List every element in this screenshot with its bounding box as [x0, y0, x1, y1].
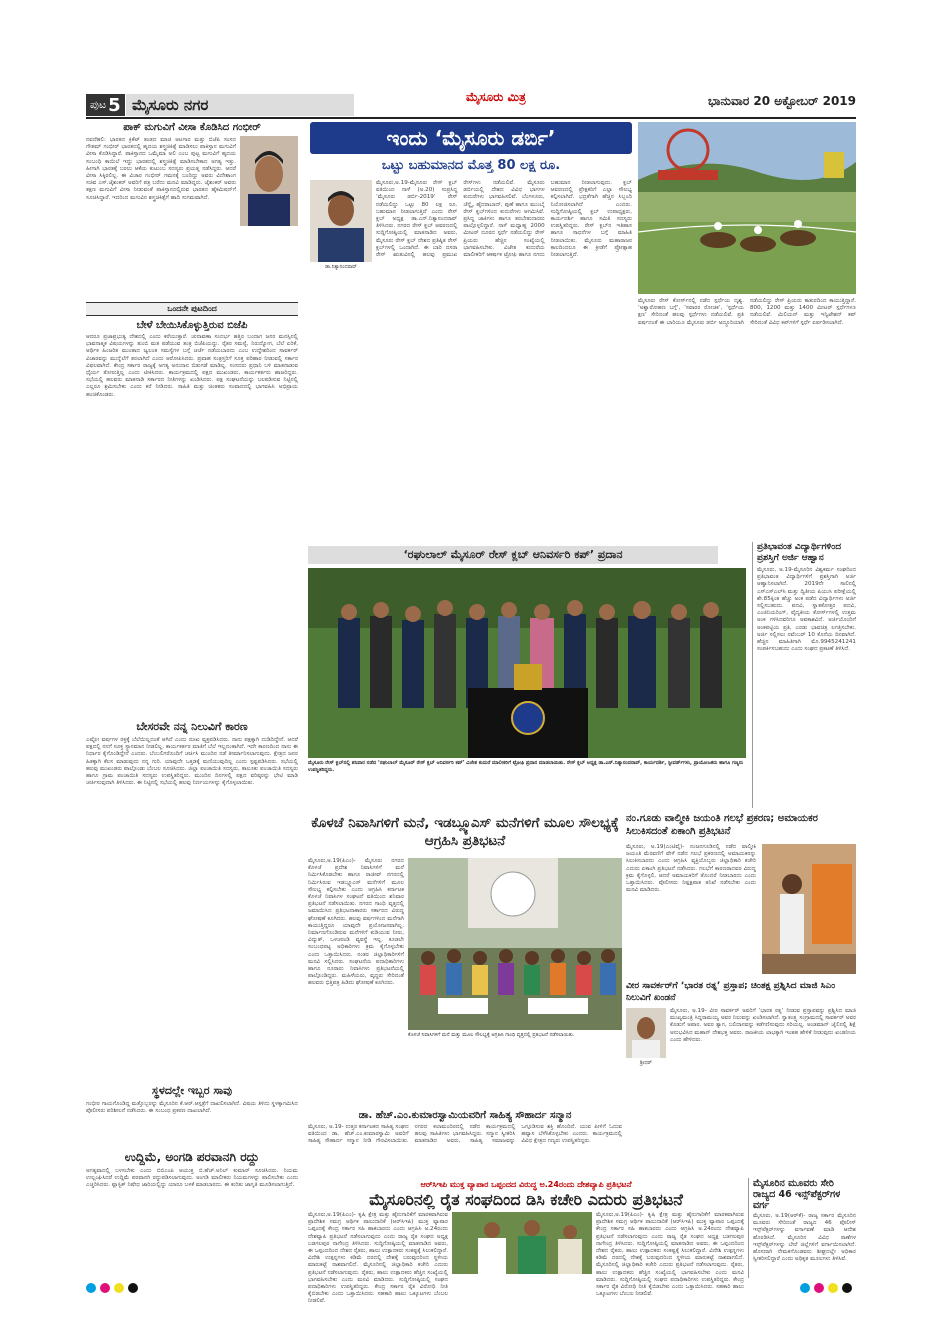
protest-photo [408, 858, 622, 1030]
article-body: ಮೈಸೂರು, ಅ.19(ಆರ್‌ಕೆ)- ರಾಜ್ಯ ಸರ್ಕಾರ ಮೈಸೂರಿನ ಮೂವರು ಸೇರಿದಂತೆ ರಾಜ್ಯದ 46 ಪೊಲೀಸ್ ಇನ್ಸ್‌ಪೆಕ್ಟರ್‌ಗಳನ್ನು ವರ್ಗಾವಣೆ ಮಾಡಿ ಆದೇಶ ಹೊರಡಿಸಿದೆ. ಮೈಸೂರಿನ ವಿವಿಧ ಠಾಣೆಗಳ ಇನ್ಸ್‌ಪೆಕ್ಟರ್‌ಗಳನ್ನು ಬೇರೆ ಜಿಲ್ಲೆಗಳಿಗೆ ವರ್ಗಾಯಿಸಲಾಗಿದೆ. ಹೊಸದಾಗಿ ನೇಮಕಗೊಂಡವರು ಶೀಘ್ರದಲ್ಲೇ ಅಧಿಕಾರ ಸ್ವೀಕರಿಸಲಿದ್ದಾರೆ ಎಂದು ಅಧಿಕೃತ ಮೂಲಗಳು ತಿಳಿಸಿವೆ. [753, 1213, 856, 1263]
header-rule [86, 117, 856, 119]
article-besarave [86, 720, 298, 1080]
newspaper-page [86, 88, 856, 1305]
article-derby [308, 122, 856, 542]
article-moovaru [748, 1178, 856, 1278]
article-kolachi [308, 814, 622, 1108]
page-number-box [86, 94, 125, 116]
article-body: ಮೈಸೂರು,ಅ.19(ಪಿಎಂ)- ಮೈಸೂರು ನಗರದ ಕೊಳಚೆ ಪ್ರದೇಶ ನಿವಾಸಿಗಳಿಗೆ ಮನೆ ನಿರ್ಮಿಸಿಕೊಡಬೇಕು ಹಾಗೂ ರಾಜೀವ್ ನಗರದಲ್ಲಿ ನಿರ್ಮಿಸಿರುವ ಇಡಬ್ಲ್ಯೂಎಸ್ ಮನೆಗಳಿಗೆ ಮೂಲ ಸೌಲಭ್ಯ ಕಲ್ಪಿಸಬೇಕು ಎಂದು ಆಗ್ರಹಿಸಿ ಕರ್ನಾಟಕ ಕೊಳಚೆ ನಿವಾಸಿಗಳ ಸಂಘಟನೆ ವತಿಯಿಂದ ಶನಿವಾರ ಪ್ರತಿಭಟನೆ ನಡೆಸಲಾಯಿತು. ನಗರದ ಗಾಂಧಿ ವೃತ್ತದಲ್ಲಿ ಜಮಾಯಿಸಿದ ಪ್ರತಿಭಟನಾಕಾರರು ಸರ್ಕಾರದ ವಿರುದ್ಧ ಘೋಷಣೆ ಕೂಗಿದರು. ಹಲವು ವರ್ಷಗಳಿಂದ ಮನೆಗಾಗಿ ಕಾಯುತ್ತಿದ್ದರೂ ಯಾವುದೇ ಪ್ರಯೋಜನವಾಗಿಲ್ಲ. ನಿರ್ಮಾಣಗೊಂಡಿರುವ ಮನೆಗಳಿಗೆ ಕುಡಿಯುವ ನೀರು, ವಿದ್ಯುತ್, ಒಳಚರಂಡಿ ವ್ಯವಸ್ಥೆ ಇಲ್ಲ. ಕೂಡಲೇ ಸಂಬಂಧಪಟ್ಟ ಅಧಿಕಾರಿಗಳು ಕ್ರಮ ಕೈಗೊಳ್ಳಬೇಕು ಎಂದು ಒತ್ತಾಯಿಸಿದರು. ನಂತರ ಜಿಲ್ಲಾಧಿಕಾರಿಗಳಿಗೆ ಮನವಿ ಸಲ್ಲಿಸಿದರು. ಸಂಘಟನೆಯ ಪದಾಧಿಕಾರಿಗಳು ಹಾಗೂ ನೂರಾರು ನಿವಾಸಿಗಳು ಪ್ರತಿಭಟನೆಯಲ್ಲಿ ಪಾಲ್ಗೊಂಡಿದ್ದರು. ಮಹಿಳೆಯರು, ವೃದ್ಧರು ಸೇರಿದಂತೆ ಹಲವರು ಭಿತ್ತಿಪತ್ರ ಹಿಡಿದು ಘೋಷಣೆ ಕೂಗಿದರು. [308, 858, 404, 987]
article-title: ಪಾಕ್ ಮಗುವಿಗೆ ವೀಸಾ ಕೊಡಿಸಿದ ಗಂಭೀರ್ [123, 122, 261, 133]
article-bjp [86, 320, 298, 718]
article-accident [86, 1084, 298, 1148]
valmiki-photo [762, 844, 856, 974]
article-body: ಎಷ್ಟೋ ವರ್ಷಗಳ ರಕ್ತಕ್ಕೆ ಬೆಲೆಯಿಲ್ಲದಂತೆ ಆಗಿದೆ ಎಂದು ದುಃಖ ವ್ಯಕ್ತಪಡಿಸಿದರು. ನಾನು ಪಕ್ಷಕ್ಕಾಗಿ ದುಡಿದಿದ್ದೇನೆ. ಆದರೆ ಪಕ್ಷದಲ್ಲಿ ನನಗೆ ಸೂಕ್ತ ಸ್ಥಾನಮಾನ ನೀಡಲಿಲ್ಲ. ಕಾರ್ಯಕರ್ತರ ಮಾತಿಗೆ ಬೆಲೆ ಇಲ್ಲದಂತಾಗಿದೆ. ಇದೇ ಕಾರಣದಿಂದ ನಾನು ಈ ನಿರ್ಧಾರ ಕೈಗೊಂಡಿದ್ದೇನೆ ಎಂದರು. ಬೆಂಬಲಿಗರೊಂದಿಗೆ ಚರ್ಚಿಸಿ ಮುಂದಿನ ನಡೆ ತೀರ್ಮಾನಿಸಲಾಗುವುದು. ಕ್ಷೇತ್ರದ ಜನರ ಹಿತಕ್ಕಾಗಿ ಕೆಲಸ ಮಾಡುವುದು ನನ್ನ ಗುರಿ. ಯಾವುದೇ ಒತ್ತಡಕ್ಕೆ ಮಣಿಯುವುದಿಲ್ಲ ಎಂದು ಸ್ಪಷ್ಟಪಡಿಸಿದರು. ಸಭೆಯಲ್ಲಿ ಹಲವು ಮುಖಂಡರು ಪಾಲ್ಗೊಂಡು ಬೆಂಬಲ ಸೂಚಿಸಿದರು. ಜಿಲ್ಲಾ ಪಂಚಾಯಿತಿ ಸದಸ್ಯರು, ತಾಲೂಕು ಪಂಚಾಯಿತಿ ಸದಸ್ಯರು ಹಾಗೂ ಗ್ರಾಮ ಪಂಚಾಯಿತಿ ಸದಸ್ಯರು ಉಪಸ್ಥಿತರಿದ್ದರು. ಮುಂದಿನ ದಿನಗಳಲ್ಲಿ ಪಕ್ಷದ ವರಿಷ್ಠರನ್ನು ಭೇಟಿ ಮಾಡಿ ಚರ್ಚಿಸುವುದಾಗಿ ತಿಳಿಸಿದರು. ಈ ನಿಟ್ಟಿನಲ್ಲಿ ಸಭೆಯಲ್ಲಿ ಹಲವು ನಿರ್ಣಯಗಳನ್ನು ಕೈಗೊಳ್ಳಲಾಯಿತು. [86, 737, 298, 787]
derby-subtitle: ಒಟ್ಟು ಬಹುಮಾನದ ಮೊತ್ತ 80 ಲಕ್ಷ ರೂ. [381, 158, 561, 173]
article-pratibha [752, 542, 856, 808]
article-title: ಕೊಳಚೆ ನಿವಾಸಿಗಳಿಗೆ ಮನೆ, ಇಡಬ್ಲ್ಯೂಎಸ್ ಮನೆಗಳಿಗೆ ಮೂಲ ಸೌಲಭ್ಯಕ್ಕೆ ಆಗ್ರಹಿಸಿ ಪ್ರತಿಭಟನೆ [311, 815, 619, 849]
article-title: ಮೈಸೂರಿನ ಮೂವರು ಸೇರಿ ರಾಜ್ಯದ 46 ಇನ್ಸ್‌ಪೆಕ್ಟರ್‌ಗಳ ವರ್ಗ [753, 1178, 841, 1211]
sridhar-caption: ಶ್ರೀಧರ್ [640, 1060, 652, 1066]
registration-marks-bottom-left [86, 1283, 138, 1293]
derby-banner: ಇಂದು ‘ಮೈಸೂರು ಡರ್ಬಿ’ [310, 122, 632, 154]
article-body: ಮೈಸೂರು, ಅ.19-ಮೈಸೂರಿನ ವಿಶ್ವಕರ್ಮ ಸಂಘದಿಂದ ಪ್ರತಿಭಾವಂತ ವಿದ್ಯಾರ್ಥಿಗಳಿಗೆ ಪ್ರಶಸ್ತಿಗಾಗಿ ಅರ್ಜಿ ಆಹ್ವಾನಿಸಲಾಗಿದೆ. 2019ನೇ ಸಾಲಿನಲ್ಲಿ ಎಸ್‌ಎಸ್‌ಎಲ್‌ಸಿ ಮತ್ತು ದ್ವಿತೀಯ ಪಿಯುಸಿ ಪರೀಕ್ಷೆಯಲ್ಲಿ ಶೇ.85ಕ್ಕಿಂತ ಹೆಚ್ಚು ಅಂಕ ಪಡೆದ ವಿದ್ಯಾರ್ಥಿಗಳು ಅರ್ಜಿ ಸಲ್ಲಿಸಬಹುದು. ಪದವಿ, ಸ್ನಾತಕೋತ್ತರ ಪದವಿ, ಎಂಜಿನಿಯರಿಂಗ್, ವೈದ್ಯಕೀಯ ಕೋರ್ಸ್‌ಗಳಲ್ಲಿ ಉತ್ತಮ ಅಂಕ ಗಳಿಸಿದವರಿಗೂ ಅವಕಾಶವಿದೆ. ಅರ್ಜಿಯೊಂದಿಗೆ ಅಂಕಪಟ್ಟಿಯ ಪ್ರತಿ, ಎರಡು ಭಾವಚಿತ್ರ ಲಗತ್ತಿಸಬೇಕು. ಅರ್ಜಿ ಸಲ್ಲಿಸಲು ನವೆಂಬರ್ 10 ಕೊನೆಯ ದಿನವಾಗಿದೆ. ಹೆಚ್ಚಿನ ಮಾಹಿತಿಗಾಗಿ ಮೊ.9945241241 ಸಂಪರ್ಕಿಸಬಹುದು ಎಂದು ಸಂಘದ ಪ್ರಕಟಣೆ ತಿಳಿಸಿದೆ. [757, 567, 856, 653]
raghulal-title: ‘ರಘುಲಾಲ್ ಮೈಸೂರ್ ರೇಸ್ ಕ್ಲಬ್ ಆನಿವರ್ಸರಿ ಕಪ್’ ಪ್ರದಾನ [308, 546, 718, 564]
page-label: ಪುಟ [90, 98, 107, 111]
continued-box [86, 302, 298, 316]
page-header [86, 88, 856, 118]
article-body: ಅಗತ್ಯವಾದಲ್ಲಿ ಬಳಸಬೇಕು ಎಂದು ಬಿಬಿಎಂಪಿ ಆಯುಕ್ತ ಬಿ.ಹೆಚ್.ಅನಿಲ್ ಕುಮಾರ್ ಸೂಚಿಸಿದರು. ನಿಯಮ ಉಲ್ಲಂಘಿಸಿದರೆ ಉದ್ದಿಮೆ ಪರವಾನಗಿ ರದ್ದುಪಡಿಸಲಾಗುವುದು. ಅಂಗಡಿ ಮಾಲೀಕರು ನಿಯಮಗಳನ್ನು ಪಾಲಿಸಬೇಕು ಎಂದು ಎಚ್ಚರಿಸಿದರು. ಪ್ಲಾಸ್ಟಿಕ್ ನಿಷೇಧ ಜಾರಿಯಲ್ಲಿದ್ದು ಯಾರೂ ಬಳಕೆ ಮಾಡಬಾರದು. ಈ ಕುರಿತು ಜಾಗೃತಿ ಮೂಡಿಸಲಾಗುತ್ತಿದೆ. [86, 1168, 298, 1189]
article-title: ಸ್ಥಳದಲ್ಲೇ ಇಬ್ಬರ ಸಾವು [151, 1084, 233, 1097]
article-valmiki [626, 812, 856, 978]
registration-marks-bottom-right [800, 1283, 852, 1293]
article-title: ಬೇಳೆ ಬೇಯಿಸಿಕೊಳ್ಳುತ್ತಿರುವ ಬಿಜೆಪಿ [136, 320, 248, 331]
page-number: 5 [108, 94, 121, 116]
article-license [86, 1150, 298, 1278]
race-photo [638, 122, 856, 294]
article-savarkar [626, 980, 856, 1106]
gambhir-photo [240, 136, 298, 226]
article-title: ಡಾ. ಹೆಚ್.ಎಂ.ಕುಮಾರಸ್ವಾಮಿಯವರಿಗೆ ಸಾಹಿತ್ಯ ಸೌಹಾರ್ದ ಸನ್ಮಾನ [358, 1110, 572, 1121]
raghulal-caption: ಮೈಸೂರು ರೇಸ್ ಕ್ಲಬ್‌ನಲ್ಲಿ ಶನಿವಾರ ನಡೆದ ‘ರಘುಲಾಲ್ ಮೈಸೂರ್ ರೇಸ್ ಕ್ಲಬ್ ಆನಿವರ್ಸರಿ ಕಪ್’ ವಿಜೇತ ಕುದುರೆ ಮಾಲೀಕರಿಗೆ ಟ್ರೋಫಿ ಪ್ರದಾನ ಮಾಡಲಾಯಿತು. ರೇಸ್ ಕ್ಲಬ್ ಅಧ್ಯಕ್ಷ ಡಾ.ಎನ್.ನಿತ್ಯಾನಂದರಾವ್, ಕಾರ್ಯದರ್ಶಿ, ಸ್ಟೀವರ್ಡ್‌ಗಳು, ಪ್ರಾಯೋಜಕರು ಹಾಗೂ ಗಣ್ಯರು ಉಪಸ್ಥಿತರಿದ್ದರು. [308, 760, 744, 773]
protest-caption: ಕೊಳಚೆ ನಿವಾಸಿಗಳಿಗೆ ಮನೆ ಮತ್ತು ಮೂಲ ಸೌಲಭ್ಯಕ್ಕೆ ಆಗ್ರಹಿಸಿ ಗಾಂಧಿ ವೃತ್ತದಲ್ಲಿ ಪ್ರತಿಭಟನೆ ನಡೆಸಲಾಯಿತು. [408, 1032, 575, 1038]
continued-label: ಒಂದನೇ ಪುಟದಿಂದ [167, 304, 217, 313]
article-title: ಮೈಸೂರಿನಲ್ಲಿ ರೈತ ಸಂಘದಿಂದ ಡಿಸಿ ಕಚೇರಿ ಎದುರು ಪ್ರತಿಭಟನೆ [369, 1190, 683, 1209]
article-raghulal [308, 542, 856, 808]
article-title: ವೀರ ಸಾವರ್ಕರ್‌ಗೆ ‘ಭಾರತ ರತ್ನ’ ಪ್ರಸ್ತಾಪ; ಚಿಂತಕ್ಷ ಪ್ರಶ್ನಿಸಿದ ಮಾಜಿ ಸಿಎಂ ನಿಲುವಿಗೆ ಖಂಡನೆ [626, 981, 836, 1003]
article-title: ಬೇಸರವೇ ನನ್ನ ನಿಲುವಿಗೆ ಕಾರಣ [136, 720, 248, 733]
raitha-photo [452, 1212, 592, 1274]
article-raitha [308, 1180, 744, 1305]
article-body: ಮೈಸೂರು,ಅ.19(ಪಿಎಂ)- ಕೃಷಿ ಕ್ಷೇತ್ರ ಮತ್ತು ಹೈನುಗಾರಿಕೆಗೆ ಮಾರಕವಾಗಿರುವ ಪ್ರಾದೇಶಿಕ ಸಮಗ್ರ ಆರ್ಥಿಕ ಪಾಲುದಾರಿಕೆ (ಆರ್‌ಸಿಇಪಿ) ಮುಕ್ತ ವ್ಯಾಪಾರ ಒಪ್ಪಂದಕ್ಕೆ ಕೇಂದ್ರ ಸರ್ಕಾರ ಸಹಿ ಹಾಕಬಾರದು ಎಂದು ಆಗ್ರಹಿಸಿ ಅ.24ರಂದು ದೇಶವ್ಯಾಪಿ ಪ್ರತಿಭಟನೆ ನಡೆಸಲಾಗುವುದು ಎಂದು ರಾಜ್ಯ ರೈತ ಸಂಘದ ಅಧ್ಯಕ್ಷ ಬಡಗಲಪುರ ನಾಗೇಂದ್ರ ತಿಳಿಸಿದರು. ಸುದ್ದಿಗೋಷ್ಠಿಯಲ್ಲಿ ಮಾತನಾಡಿದ ಅವರು, ಈ ಒಪ್ಪಂದದಿಂದ ದೇಶದ ರೈತರು, ಹಾಲು ಉತ್ಪಾದಕರು ಸಂಕಷ್ಟಕ್ಕೆ ಸಿಲುಕಲಿದ್ದಾರೆ. ವಿದೇಶಿ ಉತ್ಪನ್ನಗಳು ಕಡಿಮೆ ದರದಲ್ಲಿ ದೇಶಕ್ಕೆ ಬರುವುದರಿಂದ ಸ್ಥಳೀಯ ಮಾರುಕಟ್ಟೆ ನಾಶವಾಗಲಿದೆ. ಮೈಸೂರಿನಲ್ಲಿ ಜಿಲ್ಲಾಧಿಕಾರಿ ಕಚೇರಿ ಎದುರು ಪ್ರತಿಭಟನೆ ನಡೆಸಲಾಗುವುದು. ರೈತರು, ಹಾಲು ಉತ್ಪಾದಕರು ಹೆಚ್ಚಿನ ಸಂಖ್ಯೆಯಲ್ಲಿ ಭಾಗವಹಿಸಬೇಕು ಎಂದು ಮನವಿ ಮಾಡಿದರು. ಸುದ್ದಿಗೋಷ್ಠಿಯಲ್ಲಿ ಸಂಘದ ಪದಾಧಿಕಾರಿಗಳು ಉಪಸ್ಥಿತರಿದ್ದರು. ಕೇಂದ್ರ ಸರ್ಕಾರ ರೈತ ವಿರೋಧಿ ನೀತಿ ಕೈಬಿಡಬೇಕು ಎಂದು ಒತ್ತಾಯಿಸಿದರು. ಸಹಕಾರಿ ಹಾಲು ಒಕ್ಕೂಟಗಳು ಬೆಂಬಲ ನೀಡಲಿವೆ. [308, 1212, 448, 1305]
article-gambhir [86, 122, 298, 300]
article-title: ಪ್ರತಿಭಾವಂತ ವಿದ್ಯಾರ್ಥಿಗಳಿಂದ ಪ್ರಶಸ್ತಿಗೆ ಅರ್ಜಿ ಆಹ್ವಾನ [757, 542, 842, 563]
article-kicker: ಆರ್‌ಸಿಇಪಿ ಮುಕ್ತ ವ್ಯಾಪಾರ ಒಪ್ಪಂದದ ವಿರುದ್ಧ ಅ.24ರಂದು ದೇಶವ್ಯಾಪಿ ಪ್ರತಿಭಟನೆ [420, 1180, 632, 1189]
article-body: ಆದರೂ ಪ್ರಜಾಪ್ರಭುತ್ವ ದೇಶದಲ್ಲಿ ಎಂದು ಕರೆಯುತ್ತಾರೆ. ಚುನಾವಣಾ ಸಂದರ್ಭ ಹತ್ತಿರ ಬಂದಾಗ ಜನರ ಮನಸ್ಸಿನಲ್ಲಿ ಭಾವನಾತ್ಮಕ ವಿಷಯಗಳನ್ನು ತುಂಬಿ ಮತ ಪಡೆಯುವ ತಂತ್ರ ಬಿಜೆಪಿಯದ್ದು. ರೈತರ ಸಮಸ್ಯೆ, ನಿರುದ್ಯೋಗ, ಬೆಲೆ ಏರಿಕೆ, ಆರ್ಥಿಕ ಹಿಂಜರಿತ ಮುಂತಾದ ಜ್ವಲಂತ ಸಮಸ್ಯೆಗಳ ಬಗ್ಗೆ ಚರ್ಚೆ ನಡೆಯಬಾರದು ಎಂಬ ಉದ್ದೇಶದಿಂದ ಸಾವರ್ಕರ್ ವಿಚಾರವನ್ನು ಮುನ್ನೆಲೆಗೆ ತರಲಾಗಿದೆ ಎಂದು ಆರೋಪಿಸಿದರು. ಪ್ರವಾಹ ಸಂತ್ರಸ್ತರಿಗೆ ಸೂಕ್ತ ಪರಿಹಾರ ನೀಡುವಲ್ಲಿ ಸರ್ಕಾರ ವಿಫಲವಾಗಿದೆ. ಕೇಂದ್ರ ಸರ್ಕಾರ ರಾಜ್ಯಕ್ಕೆ ಅಗತ್ಯ ಅನುದಾನ ಬಿಡುಗಡೆ ಮಾಡಿಲ್ಲ. ಸಂಸದರು ಪ್ರಧಾನಿ ಬಳಿ ಮಾತನಾಡುವ ಧೈರ್ಯ ತೋರುತ್ತಿಲ್ಲ ಎಂದು ಟೀಕಿಸಿದರು. ಕಾರ್ಯಕ್ರಮದಲ್ಲಿ ಪಕ್ಷದ ಮುಖಂಡರು, ಕಾರ್ಯಕರ್ತರು ಹಾಜರಿದ್ದರು. ಸಭೆಯಲ್ಲಿ ಹಲವರು ಮಾತನಾಡಿ ಸರ್ಕಾರದ ನೀತಿಗಳನ್ನು ಖಂಡಿಸಿದರು. ಪಕ್ಷ ಸಂಘಟನೆಯನ್ನು ಬಲಪಡಿಸುವ ನಿಟ್ಟಿನಲ್ಲಿ ಎಲ್ಲರೂ ಶ್ರಮಿಸಬೇಕು ಎಂದು ಕರೆ ನೀಡಿದರು. ಸಾಹಿತಿ ಮತ್ತು ಚಿಂತಕರು ಸಂವಾದದಲ್ಲಿ ಭಾಗವಹಿಸಿ ಅಭಿಪ್ರಾಯ ಹಂಚಿಕೊಂಡರು. [86, 334, 298, 398]
article-body-cont: ಮೈಸೂರು,ಅ.19(ಪಿಎಂ)- ಕೃಷಿ ಕ್ಷೇತ್ರ ಮತ್ತು ಹೈನುಗಾರಿಕೆಗೆ ಮಾರಕವಾಗಿರುವ ಪ್ರಾದೇಶಿಕ ಸಮಗ್ರ ಆರ್ಥಿಕ ಪಾಲುದಾರಿಕೆ (ಆರ್‌ಸಿಇಪಿ) ಮುಕ್ತ ವ್ಯಾಪಾರ ಒಪ್ಪಂದಕ್ಕೆ ಕೇಂದ್ರ ಸರ್ಕಾರ ಸಹಿ ಹಾಕಬಾರದು ಎಂದು ಆಗ್ರಹಿಸಿ ಅ.24ರಂದು ದೇಶವ್ಯಾಪಿ ಪ್ರತಿಭಟನೆ ನಡೆಸಲಾಗುವುದು ಎಂದು ರಾಜ್ಯ ರೈತ ಸಂಘದ ಅಧ್ಯಕ್ಷ ಬಡಗಲಪುರ ನಾಗೇಂದ್ರ ತಿಳಿಸಿದರು. ಸುದ್ದಿಗೋಷ್ಠಿಯಲ್ಲಿ ಮಾತನಾಡಿದ ಅವರು, ಈ ಒಪ್ಪಂದದಿಂದ ದೇಶದ ರೈತರು, ಹಾಲು ಉತ್ಪಾದಕರು ಸಂಕಷ್ಟಕ್ಕೆ ಸಿಲುಕಲಿದ್ದಾರೆ. ವಿದೇಶಿ ಉತ್ಪನ್ನಗಳು ಕಡಿಮೆ ದರದಲ್ಲಿ ದೇಶಕ್ಕೆ ಬರುವುದರಿಂದ ಸ್ಥಳೀಯ ಮಾರುಕಟ್ಟೆ ನಾಶವಾಗಲಿದೆ. ಮೈಸೂರಿನಲ್ಲಿ ಜಿಲ್ಲಾಧಿಕಾರಿ ಕಚೇರಿ ಎದುರು ಪ್ರತಿಭಟನೆ ನಡೆಸಲಾಗುವುದು. ರೈತರು, ಹಾಲು ಉತ್ಪಾದಕರು ಹೆಚ್ಚಿನ ಸಂಖ್ಯೆಯಲ್ಲಿ ಭಾಗವಹಿಸಬೇಕು ಎಂದು ಮನವಿ ಮಾಡಿದರು. ಸುದ್ದಿಗೋಷ್ಠಿಯಲ್ಲಿ ಸಂಘದ ಪದಾಧಿಕಾರಿಗಳು ಉಪಸ್ಥಿತರಿದ್ದರು. ಕೇಂದ್ರ ಸರ್ಕಾರ ರೈತ ವಿರೋಧಿ ನೀತಿ ಕೈಬಿಡಬೇಕು ಎಂದು ಒತ್ತಾಯಿಸಿದರು. ಸಹಕಾರಿ ಹಾಲು ಒಕ್ಕೂಟಗಳು ಬೆಂಬಲ ನೀಡಲಿವೆ. [596, 1212, 744, 1298]
article-body: ನವದೆಹಲಿ: ಭಾರತದ ಕ್ರಿಕೆಟ್ ತಂಡದ ಮಾಜಿ ಆಟಗಾರ ಮತ್ತು ಬಿಜೆಪಿ ಸಂಸದ ಗೌತಮ್ ಗಂಭೀರ್ ಭಾರತದಲ್ಲಿ ಹೃದಯ ಶಸ್ತ್ರಚಿಕಿತ್ಸೆ ಮಾಡಿಸಲು ಪಾಕಿಸ್ತಾನ ಮಗುವಿಗೆ ವೀಸಾ ಕೊಡಿಸಿದ್ದಾರೆ. ಪಾಕಿಸ್ತಾನದ ಒಮೈಮಾ ಅಲಿ ಎಂಬ ಪುಟ್ಟ ಮಗುವಿಗೆ ಹೃದಯ ಸಂಬಂಧಿ ಕಾಯಿಲೆ ಇದ್ದು ಭಾರತದಲ್ಲಿ ಶಸ್ತ್ರಚಿಕಿತ್ಸೆ ಮಾಡಿಸಬೇಕಾದ ಅಗತ್ಯ ಇತ್ತು. ಹೀಗಾಗಿ ಭಾರತಕ್ಕೆ ಬರಲು ಆಕೆಯ ಕುಟುಂಬ ಸದಸ್ಯರು ಪ್ರಯತ್ನ ನಡೆಸಿದ್ದರು. ಆದರೆ ವೀಸಾ ಸಿಕ್ಕಿರಲಿಲ್ಲ. ಈ ವಿಚಾರ ಗಂಭೀರ್ ಗಮನಕ್ಕೆ ಬಂದಿದ್ದು ಅವರು ವಿದೇಶಾಂಗ ಸಚಿವ ಎಸ್.ಜೈಶಂಕರ್ ಅವರಿಗೆ ಪತ್ರ ಬರೆದು ಮನವಿ ಮಾಡಿದ್ದರು. ಜೈಶಂಕರ್ ಅವರು ತಕ್ಷಣ ಮಗುವಿಗೆ ವೀಸಾ ನೀಡುವಂತೆ ಪಾಕಿಸ್ತಾನದಲ್ಲಿರುವ ಭಾರತದ ಹೈಕಮಿಷನ್‌ಗೆ ಸೂಚಿಸಿದ್ದಾರೆ. ಇದರಿಂದ ಮಗುವಿನ ಶಸ್ತ್ರಚಿಕಿತ್ಸೆಗೆ ಹಾದಿ ಸುಗಮವಾಗಿದೆ. [86, 137, 236, 201]
masthead: ಮೈಸೂರು ಮಿತ್ರ [466, 90, 526, 104]
article-body: ಮೈಸೂರು, ಅ.19(ಎಂಟಿವೈ)- ನಂಜನಗೂಡಿನಲ್ಲಿ ನಡೆದ ವಾಲ್ಮೀಕಿ ಜಯಂತಿ ಮೆರವಣಿಗೆ ವೇಳೆ ನಡೆದ ಗಲಭೆ ಪ್ರಕರಣದಲ್ಲಿ ಅಮಾಯಕರನ್ನು ಸಿಲುಕಿಸಬಾರದು ಎಂದು ಆಗ್ರಹಿಸಿ ವ್ಯಕ್ತಿಯೊಬ್ಬರು ಜಿಲ್ಲಾಧಿಕಾರಿ ಕಚೇರಿ ಎದುರು ಏಕಾಂಗಿ ಪ್ರತಿಭಟನೆ ನಡೆಸಿದರು. ಗಲಭೆಗೆ ಕಾರಣರಾದವರ ವಿರುದ್ಧ ಕ್ರಮ ಕೈಗೊಳ್ಳಲಿ, ಆದರೆ ಅಮಾಯಕರಿಗೆ ತೊಂದರೆ ನೀಡಬಾರದು ಎಂದು ಒತ್ತಾಯಿಸಿದರು. ಪೊಲೀಸರು ನಿಷ್ಪಕ್ಷಪಾತ ತನಿಖೆ ನಡೆಸಬೇಕು ಎಂದು ಮನವಿ ಮಾಡಿದರು. [626, 844, 756, 894]
article-body: ಗಂಭೀರ ಗಾಯಗೊಂಡಿದ್ದ ಮತ್ತೊಬ್ಬರನ್ನು ಮೈಸೂರಿನ ಕೆ.ಆರ್.ಆಸ್ಪತ್ರೆಗೆ ದಾಖಲಿಸಲಾಗಿದೆ. ವಿಷಯ ತಿಳಿದು ಸ್ಥಳಕ್ಕಾಗಮಿಸಿದ ಪೊಲೀಸರು ಪರಿಶೀಲನೆ ನಡೆಸಿದರು. ಈ ಸಂಬಂಧ ಪ್ರಕರಣ ದಾಖಲಾಗಿದೆ. [86, 1101, 298, 1115]
article-sanmana [308, 1110, 622, 1178]
president-caption: ಡಾ.ನಿತ್ಯಾನಂದರಾವ್ [325, 264, 357, 270]
section-title: ಮೈಸೂರು ನಗರ [126, 94, 354, 116]
sridhar-photo [626, 1008, 666, 1058]
article-body: ಮೈಸೂರು, ಅ.19- ಉತ್ತರ ಕರ್ನಾಟಕದ ಸಾಹಿತ್ಯ ಸಂಘದ ವತಿಯಿಂದ ಡಾ. ಹೆಚ್.ಎಂ.ಕುಮಾರಸ್ವಾಮಿ ಅವರಿಗೆ ಸಾಹಿತ್ಯ ಸೌಹಾರ್ದ ಸನ್ಮಾನ ನೀಡಿ ಗೌರವಿಸಲಾಯಿತು. ನಗರದ ಕಲಾಮಂದಿರದಲ್ಲಿ ನಡೆದ ಕಾರ್ಯಕ್ರಮದಲ್ಲಿ ಹಲವು ಸಾಹಿತಿಗಳು ಭಾಗವಹಿಸಿದ್ದರು. ಸನ್ಮಾನ ಸ್ವೀಕರಿಸಿ ಮಾತನಾಡಿದ ಅವರು, ಸಾಹಿತ್ಯ ಸಮಾಜವನ್ನು ಒಗ್ಗೂಡಿಸುವ ಶಕ್ತಿ ಹೊಂದಿದೆ. ಯುವ ಪೀಳಿಗೆ ಓದುವ ಹವ್ಯಾಸ ಬೆಳೆಸಿಕೊಳ್ಳಬೇಕು ಎಂದರು. ಕಾರ್ಯಕ್ರಮದಲ್ಲಿ ವಿವಿಧ ಕ್ಷೇತ್ರದ ಗಣ್ಯರು ಉಪಸ್ಥಿತರಿದ್ದರು. [308, 1124, 622, 1145]
trophy-photo [308, 568, 746, 758]
article-body: ಮೈಸೂರು, ಅ.19- ವೀರ ಸಾವರ್ಕರ್ ಅವರಿಗೆ ‘ಭಾರತ ರತ್ನ’ ನೀಡುವ ಪ್ರಸ್ತಾಪವನ್ನು ಪ್ರಶ್ನಿಸಿದ ಮಾಜಿ ಮುಖ್ಯಮಂತ್ರಿ ಸಿದ್ದರಾಮಯ್ಯ ಅವರ ನಿಲುವನ್ನು ಖಂಡಿಸಲಾಗಿದೆ. ಸ್ವಾತಂತ್ರ್ಯ ಸಂಗ್ರಾಮದಲ್ಲಿ ಸಾವರ್ಕರ್ ಅವರ ಕೊಡುಗೆ ಅಪಾರ. ಅವರ ತ್ಯಾಗ, ಬಲಿದಾನವನ್ನು ಕಡೆಗಣಿಸುವುದು ಸರಿಯಲ್ಲ. ಅಂಡಮಾನ್ ಜೈಲಿನಲ್ಲಿ ಶಿಕ್ಷೆ ಅನುಭವಿಸಿದ ಮಹಾನ್ ದೇಶಭಕ್ತ ಅವರು. ರಾಜಕೀಯ ಲಾಭಕ್ಕಾಗಿ ಇಂತಹ ಹೇಳಿಕೆ ನೀಡುವುದು ಖಂಡನೀಯ ಎಂದು ಹೇಳಿದರು. [670, 1008, 856, 1043]
article-title: ಉದ್ದಿಮೆ, ಅಂಗಡಿ ಪರವಾನಗಿ ರದ್ದು [124, 1150, 260, 1164]
article-title: ನಂ.ಗೂಡು ವಾಲ್ಮೀಕಿ ಜಯಂತಿ ಗಲಭೆ ಪ್ರಕರಣ; ಅಮಾಯಕರ ಸಿಲುಕಿಸದಂತೆ ಏಕಾಂಗಿ ಪ್ರತಿಭಟನೆ [626, 813, 818, 837]
derby-body: ಮೈಸೂರು,ಅ.19-ಮೈಸೂರು ರೇಸ್ ಕ್ಲಬ್ ವತಿಯಿಂದ ನಾಳೆ (ಅ.20) ಸುಪ್ರಸಿದ್ಧ ‘ಮೈಸೂರು ಡರ್ಬಿ-2019’ ರೇಸ್ ನಡೆಯಲಿದ್ದು ಒಟ್ಟು 80 ಲಕ್ಷ ರೂ. ಬಹುಮಾನ ನೀಡಲಾಗುತ್ತಿದೆ ಎಂದು ರೇಸ್ ಕ್ಲಬ್ ಅಧ್ಯಕ್ಷ ಡಾ.ಎನ್.ನಿತ್ಯಾನಂದರಾವ್ ತಿಳಿಸಿದರು. ನಗರದ ರೇಸ್ ಕ್ಲಬ್ ಆವರಣದಲ್ಲಿ ಸುದ್ದಿಗೋಷ್ಠಿಯಲ್ಲಿ ಮಾತನಾಡಿದ ಅವರು, ಮೈಸೂರು ರೇಸ್ ಕ್ಲಬ್ ದೇಶದ ಪ್ರತಿಷ್ಠಿತ ರೇಸ್ ಕ್ಲಬ್‌ಗಳಲ್ಲಿ ಒಂದಾಗಿದೆ. ಈ ಬಾರಿ ದಸರಾ ರೇಸ್ ಋತುವಿನಲ್ಲಿ ಹಲವು ಪ್ರಮುಖ ರೇಸ್‌ಗಳು ನಡೆಯಲಿವೆ. ಮೈಸೂರು ಡರ್ಬಿಯಲ್ಲಿ ದೇಶದ ವಿವಿಧ ಭಾಗಗಳ ಕುದುರೆಗಳು ಭಾಗವಹಿಸಲಿವೆ. ಬೆಂಗಳೂರು, ಚೆನ್ನೈ, ಹೈದರಾಬಾದ್, ಪುಣೆ ಹಾಗೂ ಮುಂಬೈ ರೇಸ್ ಕ್ಲಬ್‌ಗಳಿಂದ ಕುದುರೆಗಳು ಆಗಮಿಸಿವೆ. ಪ್ರಸಿದ್ಧ ಜಾಕಿಗಳು ಹಾಗೂ ತರಬೇತುದಾರರು ಪಾಲ್ಗೊಳ್ಳಲಿದ್ದಾರೆ. ನಾಳೆ ಮಧ್ಯಾಹ್ನ 2000 ಮೀಟರ್ ದೂರದ ಸ್ಪರ್ಧೆ ನಡೆಯಲಿದ್ದು ರೇಸ್ ಪ್ರಿಯರು ಹೆಚ್ಚಿನ ಸಂಖ್ಯೆಯಲ್ಲಿ ಭಾಗವಹಿಸಬೇಕು. ವಿಜೇತ ಕುದುರೆಯ ಮಾಲೀಕರಿಗೆ ಆಕರ್ಷಕ ಟ್ರೋಫಿ ಹಾಗೂ ನಗದು ಬಹುಮಾನ ನೀಡಲಾಗುವುದು. ಕ್ಲಬ್ ಆವರಣದಲ್ಲಿ ಪ್ರೇಕ್ಷಕರಿಗೆ ಎಲ್ಲಾ ಸೌಲಭ್ಯ ಕಲ್ಪಿಸಲಾಗಿದೆ. ಭದ್ರತೆಗಾಗಿ ಹೆಚ್ಚಿನ ಸಿಬ್ಬಂದಿ ನಿಯೋಜಿಸಲಾಗಿದೆ ಎಂದರು. ಸುದ್ದಿಗೋಷ್ಠಿಯಲ್ಲಿ ಕ್ಲಬ್ ಉಪಾಧ್ಯಕ್ಷರು, ಕಾರ್ಯದರ್ಶಿ ಹಾಗೂ ಸಮಿತಿ ಸದಸ್ಯರು ಉಪಸ್ಥಿತರಿದ್ದರು. ರೇಸ್ ಕ್ಲಬ್‌ನ ಇತಿಹಾಸ ಹಾಗೂ ಸಾಧನೆಗಳ ಬಗ್ಗೆ ಮಾಹಿತಿ ನೀಡಲಾಯಿತು. ಮೈಸೂರು ಮಹಾರಾಜರ ಕಾಲದಿಂದಲೂ ಈ ಕ್ರೀಡೆಗೆ ಪ್ರೋತ್ಸಾಹ ನೀಡಲಾಗುತ್ತಿದೆ. [376, 180, 632, 259]
derby-side-text: ಮೈಸೂರು ರೇಸ್ ಕೋರ್ಸ್‌ನಲ್ಲಿ ನಡೆದ ಸ್ಪರ್ಧೆಯ ದೃಶ್ಯ. ‘ಅಶ್ವಾರೋಹಣ ಬಗ್ಗೆ’, ‘ಸವಾರರ ರೋಚಕ’, ‘ಸ್ಪರ್ಧೆಯ ಕ್ಷಣ’ ಸೇರಿದಂತೆ ಹಲವು ಸ್ಪರ್ಧೆಗಳು ನಡೆಯಲಿವೆ. ಪ್ರತಿ ವರ್ಷದಂತೆ ಈ ಬಾರಿಯೂ ಮೈಸೂರು ಡರ್ಬಿ ಅದ್ಧೂರಿಯಾಗಿ ನಡೆಯಲಿದ್ದು ರೇಸ್ ಪ್ರಿಯರು ಕಾತುರದಿಂದ ಕಾಯುತ್ತಿದ್ದಾರೆ. 800, 1200 ಮತ್ತು 1400 ಮೀಟರ್ ಸ್ಪರ್ಧೆಗಳೂ ನಡೆಯಲಿವೆ. ಮಿಲಿಯನ್ ಮತ್ತು ಇನ್ವಿಟೇಶನ್ ಕಪ್ ಸೇರಿದಂತೆ ವಿವಿಧ ಕಪ್‌ಗಳಿಗೆ ಸ್ಪರ್ಧೆ ಏರ್ಪಡಿಸಲಾಗಿದೆ. [638, 298, 856, 326]
edition-date: ಭಾನುವಾರ 20 ಅಕ್ಟೋಬರ್ 2019 [708, 94, 856, 108]
